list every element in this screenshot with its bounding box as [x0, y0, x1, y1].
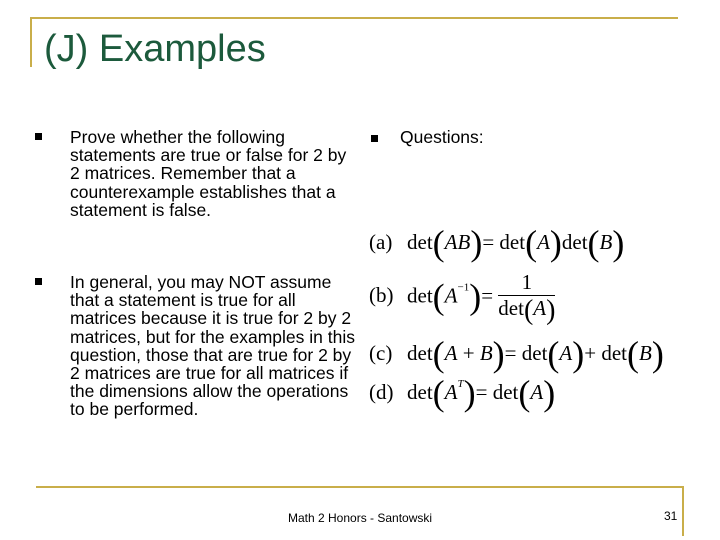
questions-label: Questions:: [400, 127, 484, 147]
bullet-marker-2: [35, 278, 42, 285]
equation-a: (a) det(AB)= det(A)det(B): [369, 223, 625, 263]
page-number: 31: [664, 509, 678, 523]
equation-a-tag: (a): [369, 230, 393, 254]
footer-text: Math 2 Honors - Santowski: [288, 511, 433, 525]
bullet-text-1: Prove whether the following statements are true or false for 2 by 2 matrices. Remember that a counterexample establishes that a statement is false.: [70, 127, 347, 220]
equation-d: (d) $\det(A^T)= \det(A)$: [369, 373, 556, 413]
equation-c: (c) det(A + B)= det(A)+ det(B): [369, 334, 664, 374]
bullet-marker-questions: [371, 135, 378, 142]
slide-title: (J) Examples: [44, 28, 266, 70]
bottom-rule: [36, 486, 684, 488]
bullet-marker-1: [35, 133, 42, 140]
bullet-text-2: In general, you may NOT assume that a statement is true for all matrices because it is true for 2 by 2 matrices, but for the examples in this question, those that are true for 2 by 2 matrices are true for all matrices if the dimensions allow the operations to be performed.: [70, 272, 355, 420]
equation-c-tag: (c): [369, 341, 393, 365]
top-rule: [30, 17, 678, 19]
fraction-numerator: 1: [498, 270, 555, 296]
equation-b-tag: (b): [369, 283, 394, 308]
equation-b: (b) $\det(A^{-1})=$ $\frac{1}{\det(A)}$: [369, 270, 556, 326]
right-rule: [682, 486, 684, 536]
equation-d-tag: (d): [369, 380, 394, 404]
left-rule: [30, 17, 32, 67]
